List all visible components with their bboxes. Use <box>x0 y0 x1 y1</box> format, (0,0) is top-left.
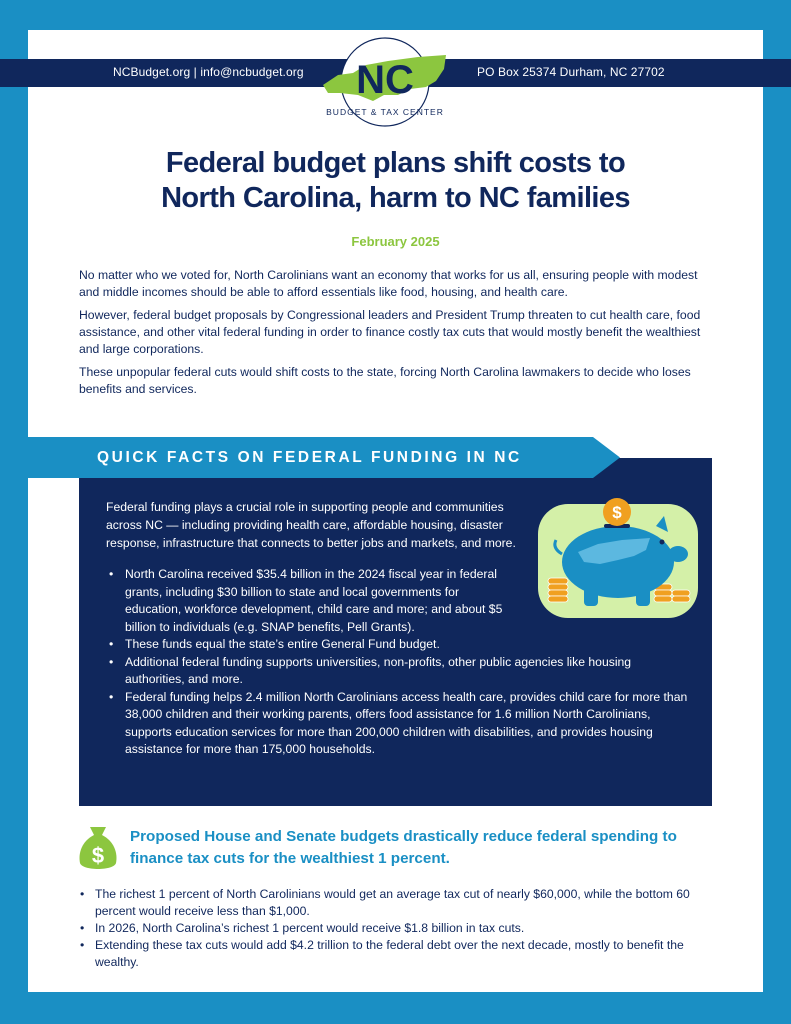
list-item: • These funds equal the state’s entire General Fund budget. <box>108 636 693 654</box>
coin-symbol: $ <box>612 503 622 522</box>
intro-paragraph: However, federal budget proposals by Congressional leaders and President Trump threaten to cut health care, food assistance, and other vital federal funding in order to finance costly tax cuts that would mostly benefit the wealthiest and large corporations. <box>79 308 701 356</box>
list-item: • Additional federal funding supports universities, non-profits, other public agencies like housing authorities, and more. <box>108 654 693 689</box>
intro-paragraph: No matter who we voted for, North Carolinians want an economy that works for us all, ensuring people with modest and middle incomes should be able to afford essentials like food, housing, and health care. <box>79 268 698 299</box>
quick-facts-list <box>108 566 693 759</box>
title-line-2: North Carolina, harm to NC families <box>161 182 630 214</box>
intro-section <box>79 267 719 404</box>
logo-subtitle: BUDGET & TAX CENTER <box>326 107 444 117</box>
logo-mark: NC <box>356 58 414 102</box>
intro-paragraph: These unpopular federal cuts would shift costs to the state, forcing North Carolina lawmakers to decide who loses benefits and services. <box>79 365 691 396</box>
title-line-1: Federal budget plans shift costs to <box>165 147 626 179</box>
list-item: • Extending these tax cuts would add $4.2 trillion to the federal debt over the next decade, mostly to benefit the wealthy. <box>78 937 718 971</box>
contact-right: PO Box 25374 Durham, NC 27702 <box>477 65 665 79</box>
list-item: • The richest 1 percent of North Carolinians would get an average tax cut of nearly $60,000, while the bottom 60 percent would receive less than $1,000. <box>78 886 718 920</box>
quick-facts-heading: QUICK FACTS ON FEDERAL FUNDING IN NC <box>97 449 522 466</box>
list-item: • North Carolina received $35.4 billion in the 2024 fiscal year in federal grants, including $30 billion to state and local governments for education, workforce development, child care and more; and about $5 billion to individuals (e.g. SNAP benefits, Pell Grants). <box>108 566 518 636</box>
money-bag-icon <box>78 823 118 873</box>
page-title <box>28 146 763 216</box>
list-item: • In 2026, North Carolina’s richest 1 percent would receive $1.8 billion in tax cuts. <box>78 920 718 937</box>
contact-left: NCBudget.org | info@ncbudget.org <box>113 65 304 79</box>
proposed-list <box>78 886 718 971</box>
list-item: • Federal funding helps 2.4 million North Carolinians access health care, provides child care for more than 38,000 children and their working parents, offers food assistance for 1.6 million North Carolinians, supports education services for more than 200,000 children with disabilities, and provides housing assistance for more than 175,000 households. <box>108 689 693 759</box>
proposed-heading: Proposed House and Senate budgets drastically reduce federal spending to finance tax cuts for the wealthiest 1 percent. <box>130 828 677 867</box>
money-symbol: $ <box>91 843 105 868</box>
publication-date: February 2025 <box>351 234 440 249</box>
quick-facts-intro: Federal funding plays a crucial role in supporting people and communities across NC — including providing health care, affordable housing, disaster response, infrastructure that connects to better jobs and markets, and more. <box>106 500 516 550</box>
nc-budget-logo <box>318 35 452 133</box>
